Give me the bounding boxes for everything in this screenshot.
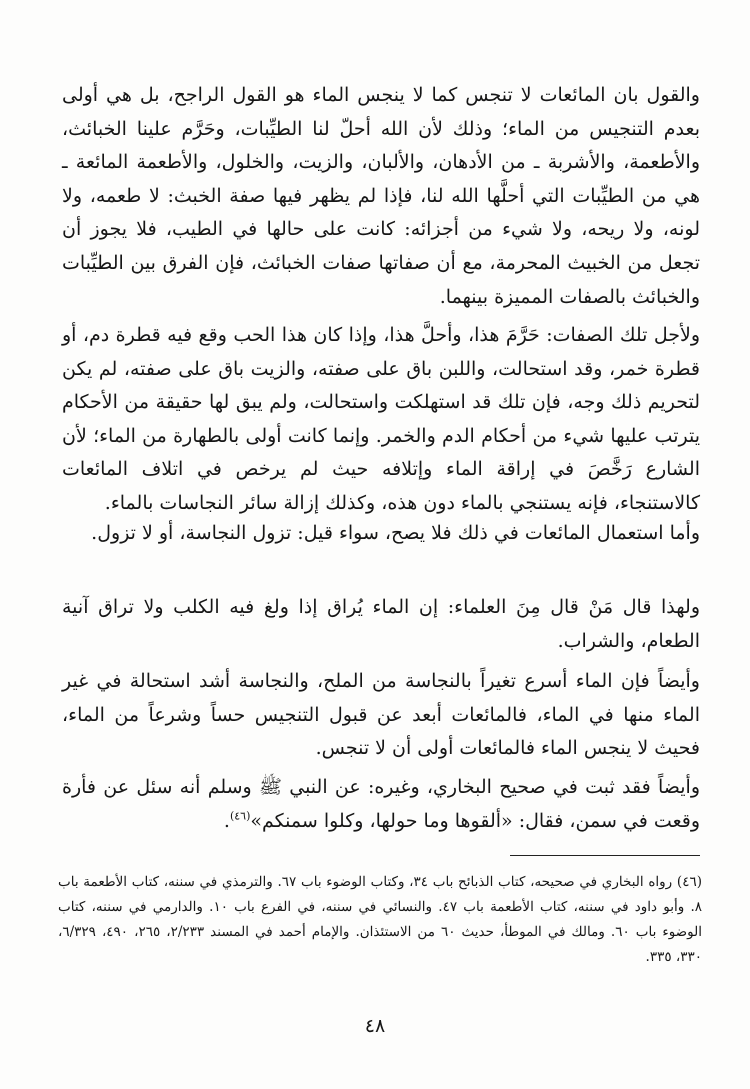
- paragraph-6-end: .: [223, 809, 230, 832]
- footnote-reference: (٤٦): [229, 809, 251, 823]
- page-number: ٤٨: [364, 1015, 386, 1037]
- paragraph-2: ولأجل تلك الصفات: حَرَّمَ هذا، وأحلَّ هذا، وإذا كان هذا الحب وقع فيه قطرة دم، أو قطرة خمر، وقد استحالت، واللبن باق على صفته، والزيت باق على صفته، لم يكن لتحريم ذلك وجه، فإن تلك قد استهلكت واستحالت، ولم يبق لها حقيقة من الأحكام يترتب عليها شيء من أحكام الدم والخمر. وإنما كانت أولى بالطهارة من الماء؛ لأن الشارع رَخَّصَ في إراقة الماء وإتلافه حيث لم يرخص في اتلاف المائعات كالاستنجاء، فإنه يستنجي بالماء دون هذه، وكذلك إزالة سائر النجاسات بالماء.: [62, 324, 700, 514]
- footnote: (٤٦) رواه البخاري في صحيحه، كتاب الذبائح باب ٣٤، وكتاب الوضوء باب ٦٧. والترمذي في سننه، كتاب الأطعمة باب ٨. وأبو داود في سننه، كتاب الأطعمة باب ٤٧. والنسائي في سننه، في الفرع باب ١٠. والدارمي في سننه، كتاب الوضوء باب ٦٠. ومالك في الموطأ، حديث ٦٠ من الاستئذان. والإمام أحمد في المسند ٢/٢٣٣، ٢٦٥، ٤٩٠، ٦/٣٢٩، ٣٣٠، ٣٣٥.: [58, 874, 703, 965]
- paragraph-3: وأما استعمال المائعات في ذلك فلا يصح، سواء قيل: تزول النجاسة، أو لا تزول.: [91, 522, 700, 544]
- paragraph-5: وأيضاً فإن الماء أسرع تغيراً بالنجاسة من الملح، والنجاسة أشد استحالة في غير الماء منها في الماء، فالمائعات أبعد عن قبول التنجيس حساً وشرعاً من الماء، فحيث لا ينجس الماء فالمائعات أولى أن لا تنجس.: [62, 670, 700, 760]
- paragraph-4: ولهذا قال مَنْ قال مِنَ العلماء: إن الماء يُراق إذا ولغ فيه الكلب ولا تراق آنية الطعام، والشراب.: [62, 596, 700, 652]
- paragraph-1: والقول بان المائعات لا تنجس كما لا ينجس الماء هو القول الراجح، بل هي أولى بعدم التنجيس من الماء؛ وذلك لأن الله أحلّ لنا الطيِّبات، وحَرَّم علينا الخبائث، والأطعمة، والأشربة ـ من الأدهان، والألبان، والزيت، والخلول، والأطعمة المائعة ـ هي من الطيِّبات التي أحلَّها الله لنا، فإذا لم يظهر فيها صفة الخبث: لا طعمه، ولا لونه، ولا ريحه، ولا شيء من أجزائه: كانت على حالها في الطيب، فلا يجوز أن تجعل من الخبيث المحرمة، مع أن صفاتها صفات الخبائث، فإن الفرق بين الطيِّبات والخبائث بالصفات المميزة بينهما.: [62, 84, 700, 308]
- paragraph-6-text: وأيضاً فقد ثبت في صحيح البخاري، وغيره: عن النبي ﷺ وسلم أنه سئل عن فأرة وقعت في سمن، فقال: «ألقوها وما حولها، وكلوا سمنكم»: [62, 776, 700, 832]
- paragraph-6: [62, 771, 700, 838]
- footnote-divider: [510, 855, 700, 856]
